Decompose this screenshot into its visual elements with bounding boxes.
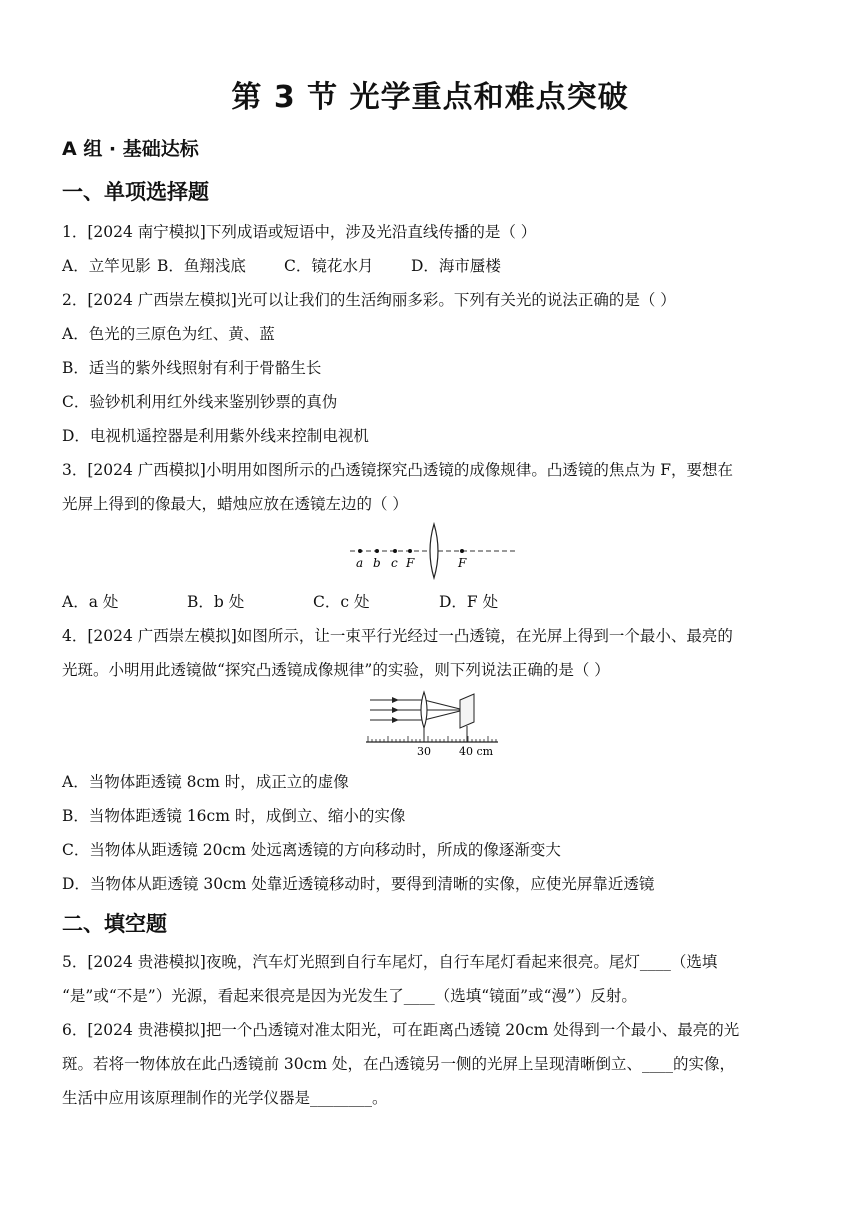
q2-option-b: B．适当的紫外线照射有利于骨骼生长 <box>62 359 322 377</box>
parallel-light-figure <box>362 688 502 758</box>
question-3-stem-line1: 3．[2024 广西模拟]小明用如图所示的凸透镜探究凸透镜的成像规律。凸透镜的焦点为 F，要想在 <box>62 461 734 479</box>
group-title: A 组 · 基础达标 <box>62 138 199 160</box>
question-1-stem: 1．[2024 南宁模拟]下列成语或短语中，涉及光沿直线传播的是（ ） <box>62 223 537 241</box>
label-a: a <box>356 556 364 570</box>
q4-option-a: A．当物体距透镜 8cm 时，成正立的虚像 <box>62 773 349 791</box>
ruler-label-40cm: 40 cm <box>459 745 494 758</box>
q3-option-b: B．b 处 <box>187 593 245 611</box>
question-3-options <box>62 592 807 612</box>
convex-lens-icon <box>430 524 438 578</box>
converging-ray-3 <box>424 710 464 720</box>
question-5-line1: 5．[2024 贵港模拟]夜晚，汽车灯光照到自行车尾灯，自行车尾灯看起来很亮。尾灯____（选填 <box>62 953 718 971</box>
q3-option-c: C．c 处 <box>313 593 370 611</box>
q4-option-b: B．当物体距透镜 16cm 时，成倒立、缩小的实像 <box>62 807 406 825</box>
point-b <box>375 549 379 553</box>
q3-option-d: D．F 处 <box>439 593 499 611</box>
ray-arrow-icon <box>392 707 399 713</box>
question-1-options <box>62 256 807 276</box>
section-heading-multiple-choice: 一、单项选择题 <box>62 180 209 204</box>
question-2-stem: 2．[2024 广西崇左模拟]光可以让我们的生活绚丽多彩。下列有关光的说法正确的是（ ） <box>62 291 676 309</box>
point-a <box>358 549 362 553</box>
q4-option-c: C．当物体从距透镜 20cm 处远离透镜的方向移动时，所成的像逐渐变大 <box>62 841 561 859</box>
q3-option-a: A．a 处 <box>62 593 119 611</box>
label-f-left: F <box>406 556 415 570</box>
point-c <box>393 549 397 553</box>
q4-option-d: D．当物体从距透镜 30cm 处靠近透镜移动时，要得到清晰的实像，应使光屏靠近透镜 <box>62 875 655 893</box>
ray-arrow-icon <box>392 697 399 703</box>
question-5-line2: “是”或“不是”）光源，看起来很亮是因为光发生了____（选填“镜面”或“漫”）反射。 <box>62 987 637 1005</box>
q2-option-d: D．电视机遥控器是利用紫外线来控制电视机 <box>62 427 369 445</box>
q1-option-a: A．立竿见影 <box>62 257 151 275</box>
point-f-right <box>460 549 464 553</box>
point-f-left <box>408 549 412 553</box>
ray-arrow-icon <box>392 717 399 723</box>
ruler-label-30: 30 <box>417 745 431 758</box>
page-title: 第 3 节 光学重点和难点突破 <box>231 80 629 115</box>
section-heading-fill-blank: 二、填空题 <box>62 912 167 936</box>
q1-option-c: C．镜花水月 <box>284 257 374 275</box>
question-6-line1: 6．[2024 贵港模拟]把一个凸透镜对准太阳光，可在距离凸透镜 20cm 处得到一个最小、最亮的光 <box>62 1021 740 1039</box>
light-screen <box>460 694 474 728</box>
q2-option-a: A．色光的三原色为红、黄、蓝 <box>62 325 275 343</box>
q2-option-c: C．验钞机利用红外线来鉴别钞票的真伪 <box>62 393 338 411</box>
label-b: b <box>373 556 381 570</box>
ruler-ticks <box>368 736 496 742</box>
question-4-stem-line1: 4．[2024 广西崇左模拟]如图所示，让一束平行光经过一凸透镜，在光屏上得到一个最小、最亮的 <box>62 627 733 645</box>
converging-ray-1 <box>424 700 464 710</box>
question-4-stem-line2: 光斑。小明用此透镜做“探究凸透镜成像规律”的实验，则下列说法正确的是（ ） <box>62 661 610 679</box>
question-3-stem-line2: 光屏上得到的像最大，蜡烛应放在透镜左边的（ ） <box>62 495 408 513</box>
convex-lens-icon <box>421 692 427 728</box>
label-f-right: F <box>458 556 467 570</box>
q1-option-d: D．海市蜃楼 <box>411 257 501 275</box>
q1-option-b: B．鱼翔浅底 <box>157 257 246 275</box>
lens-focus-figure <box>340 522 525 582</box>
question-6-line2: 斑。若将一物体放在此凸透镜前 30cm 处，在凸透镜另一侧的光屏上呈现清晰倒立、____的实像， <box>62 1055 735 1073</box>
label-c: c <box>391 556 398 570</box>
question-6-line3: 生活中应用该原理制作的光学仪器是________。 <box>62 1089 388 1107</box>
